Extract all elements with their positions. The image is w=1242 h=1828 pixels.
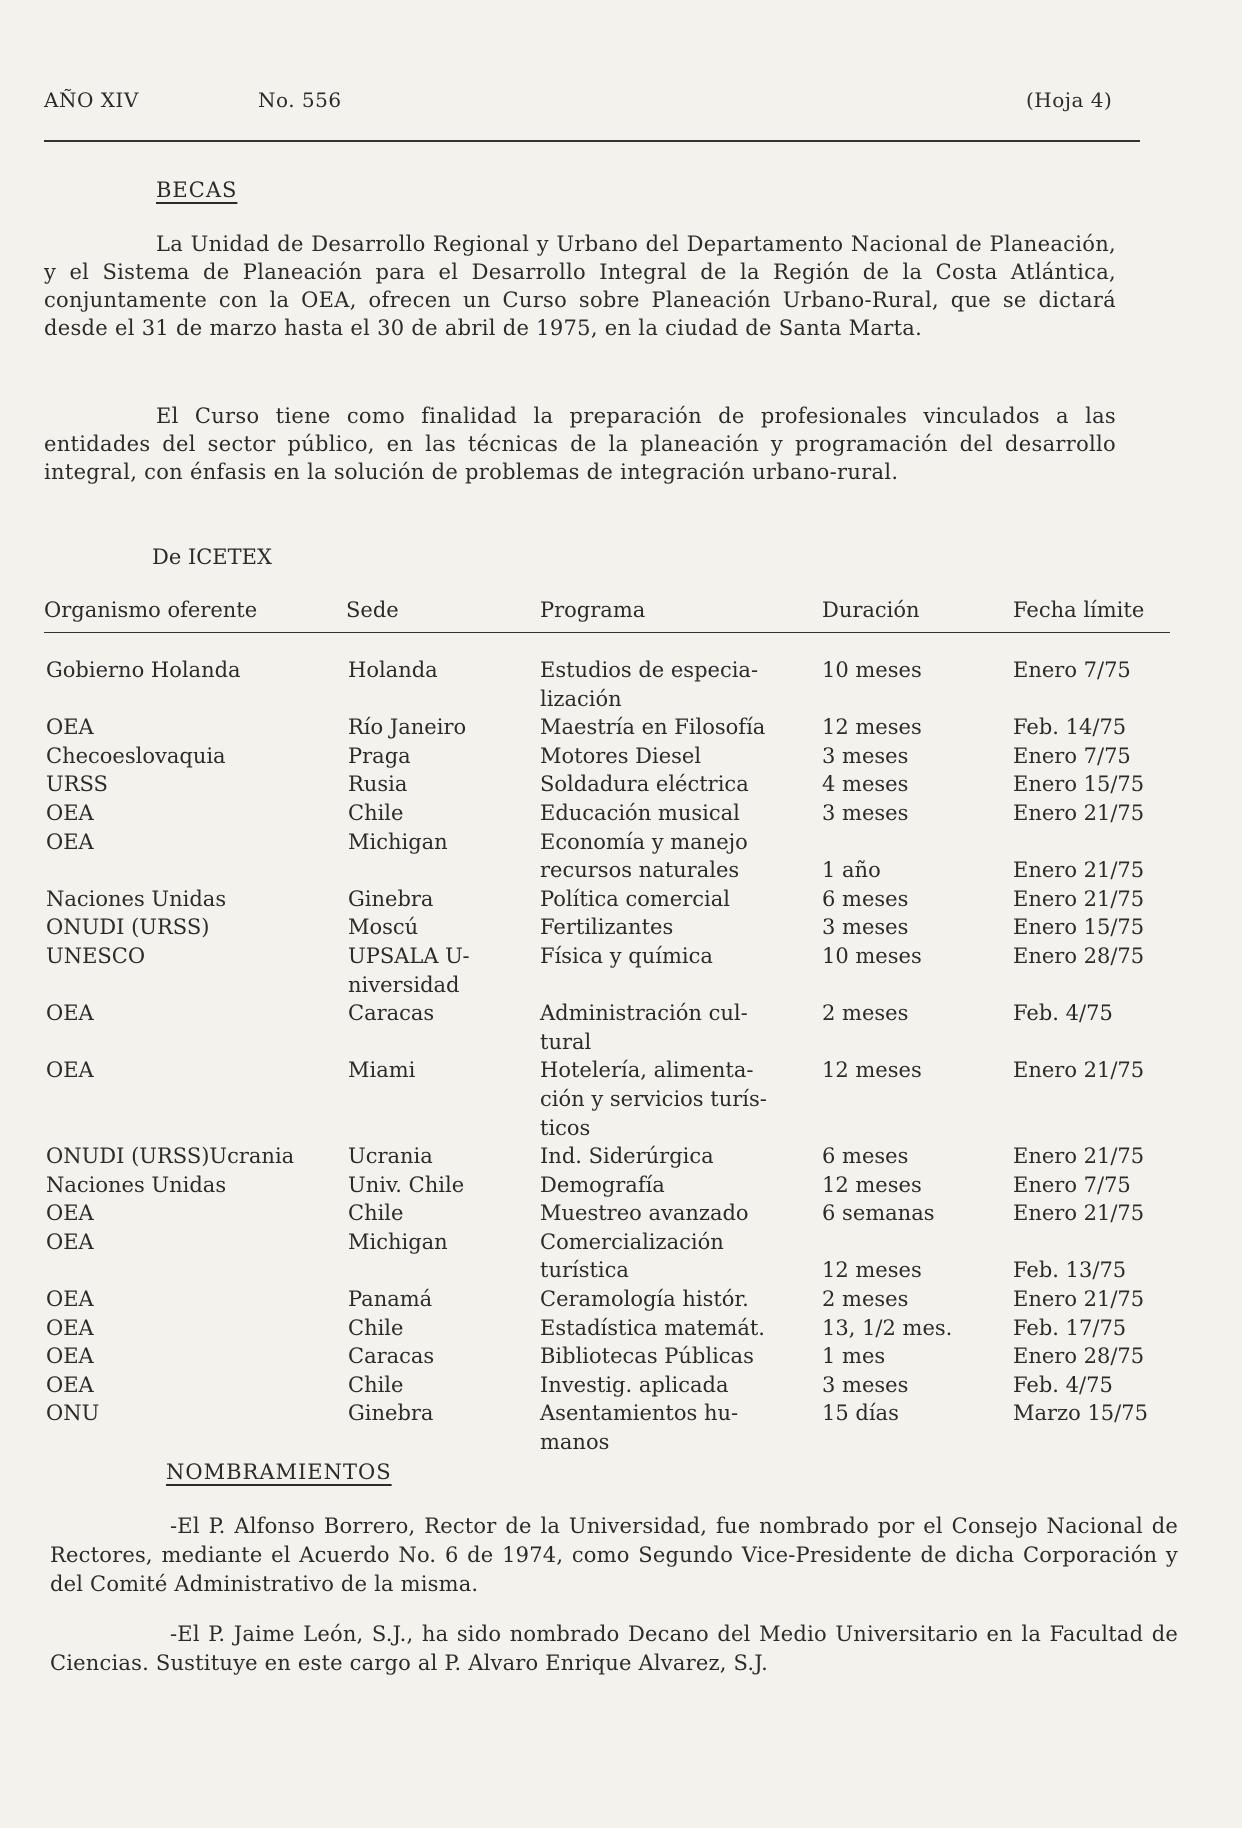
table-row [0,742,1242,771]
table-row [0,1056,1242,1142]
col-programa: Programa [540,598,646,622]
cell-duracion: 3 meses [822,915,909,940]
header-sheet: (Hoja 4) [1026,88,1113,112]
cell-duracion: 3 meses [822,1372,909,1397]
cell-programa: Educación musical [540,800,740,825]
table-row [0,885,1242,914]
cell-sede: Panamá [348,1287,433,1312]
becas-paragraph-1 [44,230,1116,342]
table-row [0,770,1242,799]
cell-organismo: OEA [46,829,94,854]
cell-programa: Hotelería, alimenta- ción y servicios turís- ticos [540,1058,767,1140]
cell-sede: UPSALA U- niversidad [348,943,470,997]
cell-programa: Administración cul- tural [540,1001,748,1054]
cell-sede: Chile [348,1372,404,1397]
cell-sede: Caracas [348,1001,435,1026]
cell-organismo: UNESCO [46,943,146,968]
cell-sede: Praga [348,743,411,768]
cell-fecha: Enero 28/75 [1013,1344,1145,1369]
cell-organismo: OEA [46,800,94,825]
header-rule [44,140,1140,142]
cell-sede: Chile [348,800,404,825]
cell-sede: Chile [348,1315,404,1340]
cell-programa: Economía y manejo recursos naturales [540,829,748,883]
cell-fecha: Enero 21/75 [1013,858,1145,883]
cell-fecha: Enero 21/75 [1013,800,1145,825]
cell-duracion: 3 meses [822,743,909,768]
cell-duracion: 12 meses [822,1058,922,1083]
cell-sede: Ucrania [348,1144,433,1169]
cell-sede: Ginebra [348,886,434,911]
cell-programa: Ind. Siderúrgica [540,1144,714,1169]
cell-fecha: Enero 21/75 [1013,1287,1145,1312]
col-organismo: Organismo oferente [44,598,258,622]
cell-programa: Política comercial [540,886,730,911]
becas-paragraph-2-text: El Curso tiene como finalidad la preparación de profesionales vinculados a las entidades del sector público, en las técnicas de la planeación y programación del desarrollo integral, con énfasis en la solución de problemas de integración urbano-rural. [44,404,1116,484]
cell-fecha: Enero 21/75 [1013,1144,1145,1169]
cell-fecha: Feb. 17/75 [1013,1315,1127,1340]
cell-sede: Ginebra [348,1401,434,1426]
table-row [0,1228,1242,1285]
cell-organismo: Naciones Unidas [46,1172,227,1197]
cell-organismo: Checoeslovaquia [46,743,226,768]
cell-sede: Moscú [348,915,419,940]
table-row [0,799,1242,828]
cell-organismo: OEA [46,1001,94,1026]
cell-duracion: 10 meses [822,943,922,968]
nombramientos-heading: NOMBRAMIENTOS [166,1460,392,1484]
cell-fecha: Enero 7/75 [1013,658,1131,682]
becas-paragraph-1-text: La Unidad de Desarrollo Regional y Urbano del Departamento Nacional de Planeación, y el Sistema de Planeación para el Desarrollo Integral de la Región de la Costa Atlántica, conjuntamente con la OEA, ofrecen un Curso sobre Planeación Urbano-Rural, que se dictará desde el 31 de marzo hasta el 30 de abril de 1975, en la ciudad de Santa Marta. [44,232,1116,340]
header-year: AÑO XIV [44,88,139,112]
cell-programa: Asentamientos hu- manos [540,1401,739,1455]
table-row [0,1371,1242,1400]
table-row [0,656,1242,713]
table-row [0,1142,1242,1171]
cell-programa: Soldadura eléctrica [540,772,749,797]
cell-duracion: 12 meses [822,715,922,740]
cell-duracion: 15 días [822,1401,899,1426]
source-label: De ICETEX [152,545,272,569]
cell-sede: Rusia [348,772,408,797]
cell-sede: Río Janeiro [348,715,467,740]
cell-fecha: Enero 7/75 [1013,743,1131,768]
cell-programa: Muestreo avanzado [540,1201,749,1226]
becas-heading: BECAS [156,178,238,202]
cell-sede: Miami [348,1058,416,1083]
cell-duracion: 6 semanas [822,1201,935,1226]
nombramiento-2 [50,1620,1178,1678]
cell-organismo: ONUDI (URSS)Ucrania [46,1144,295,1169]
table-row [0,1342,1242,1371]
cell-organismo: ONUDI (URSS) [46,915,210,940]
cell-organismo: URSS [46,772,108,797]
cell-programa: Comercialización turística [540,1229,724,1283]
header-number: No. 556 [258,88,342,112]
cell-duracion: 12 meses [822,1258,922,1283]
cell-programa: Fertilizantes [540,915,674,940]
cell-organismo: OEA [46,1344,94,1369]
table-row [0,999,1242,1056]
cell-fecha: Feb. 4/75 [1013,1001,1113,1026]
cell-sede: Univ. Chile [348,1172,465,1197]
cell-organismo: Gobierno Holanda [46,658,241,682]
cell-organismo: OEA [46,1287,94,1312]
cell-duracion: 1 mes [822,1344,886,1369]
cell-fecha: Marzo 15/75 [1013,1401,1148,1426]
col-sede: Sede [346,598,399,622]
cell-fecha: Enero 7/75 [1013,1172,1131,1197]
cell-sede: Michigan [348,1229,448,1254]
nombramiento-1 [50,1512,1178,1599]
cell-programa: Estudios de especia- lización [540,658,759,711]
becas-table [0,656,1242,1457]
table-row [0,1171,1242,1200]
cell-duracion: 4 meses [822,772,909,797]
cell-sede: Holanda [348,658,438,682]
cell-organismo: Naciones Unidas [46,886,227,911]
cell-fecha: Enero 21/75 [1013,1201,1145,1226]
cell-sede: Michigan [348,829,448,854]
cell-programa: Bibliotecas Públicas [540,1344,754,1369]
cell-duracion: 1 año [822,858,881,883]
cell-duracion: 2 meses [822,1287,909,1312]
table-header [0,598,1242,632]
table-row [0,1399,1242,1456]
table-row [0,1285,1242,1314]
cell-programa: Estadística matemát. [540,1315,765,1340]
cell-programa: Motores Diesel [540,743,702,768]
becas-paragraph-2 [44,402,1116,486]
cell-fecha: Enero 21/75 [1013,1058,1145,1083]
cell-fecha: Enero 21/75 [1013,886,1145,911]
cell-organismo: OEA [46,1058,94,1083]
cell-programa: Investig. aplicada [540,1372,729,1397]
cell-duracion: 12 meses [822,1172,922,1197]
table-row [0,1314,1242,1343]
col-duracion: Duración [822,598,920,622]
cell-duracion: 13, 1/2 mes. [822,1315,953,1340]
table-row [0,828,1242,885]
cell-organismo: OEA [46,1315,94,1340]
nombramiento-2-text: -El P. Jaime León, S.J., ha sido nombrado Decano del Medio Universitario en la Facultad de Ciencias. Sustituye en este cargo al P. Alvaro Enrique Alvarez, S.J. [50,1622,1178,1675]
cell-sede: Chile [348,1201,404,1226]
cell-organismo: ONU [46,1401,100,1426]
cell-programa: Física y química [540,943,713,968]
cell-organismo: OEA [46,1201,94,1226]
cell-duracion: 6 meses [822,1144,909,1169]
table-row [0,942,1242,999]
cell-duracion: 6 meses [822,886,909,911]
cell-fecha: Feb. 13/75 [1013,1258,1127,1283]
cell-organismo: OEA [46,1229,94,1254]
cell-fecha: Enero 15/75 [1013,772,1145,797]
cell-fecha: Enero 15/75 [1013,915,1145,940]
cell-sede: Caracas [348,1344,435,1369]
table-row [0,913,1242,942]
nombramiento-1-text: -El P. Alfonso Borrero, Rector de la Universidad, fue nombrado por el Consejo Nacional de Rectores, mediante el Acuerdo No. 6 de 1974, como Segundo Vice-Presidente de dicha Corporación y del Comité Administrativo de la misma. [50,1514,1178,1596]
cell-fecha: Feb. 14/75 [1013,715,1127,740]
col-fecha: Fecha límite [1013,598,1145,622]
cell-duracion: 2 meses [822,1001,909,1026]
cell-fecha: Enero 28/75 [1013,943,1145,968]
cell-organismo: OEA [46,1372,94,1397]
table-row [0,1199,1242,1228]
cell-programa: Ceramología histór. [540,1287,749,1312]
table-header-rule [44,632,1170,633]
cell-programa: Demografía [540,1172,665,1197]
cell-duracion: 3 meses [822,800,909,825]
table-row [0,713,1242,742]
cell-programa: Maestría en Filosofía [540,715,766,740]
cell-duracion: 10 meses [822,658,922,682]
cell-fecha: Feb. 4/75 [1013,1372,1113,1397]
cell-organismo: OEA [46,715,94,740]
